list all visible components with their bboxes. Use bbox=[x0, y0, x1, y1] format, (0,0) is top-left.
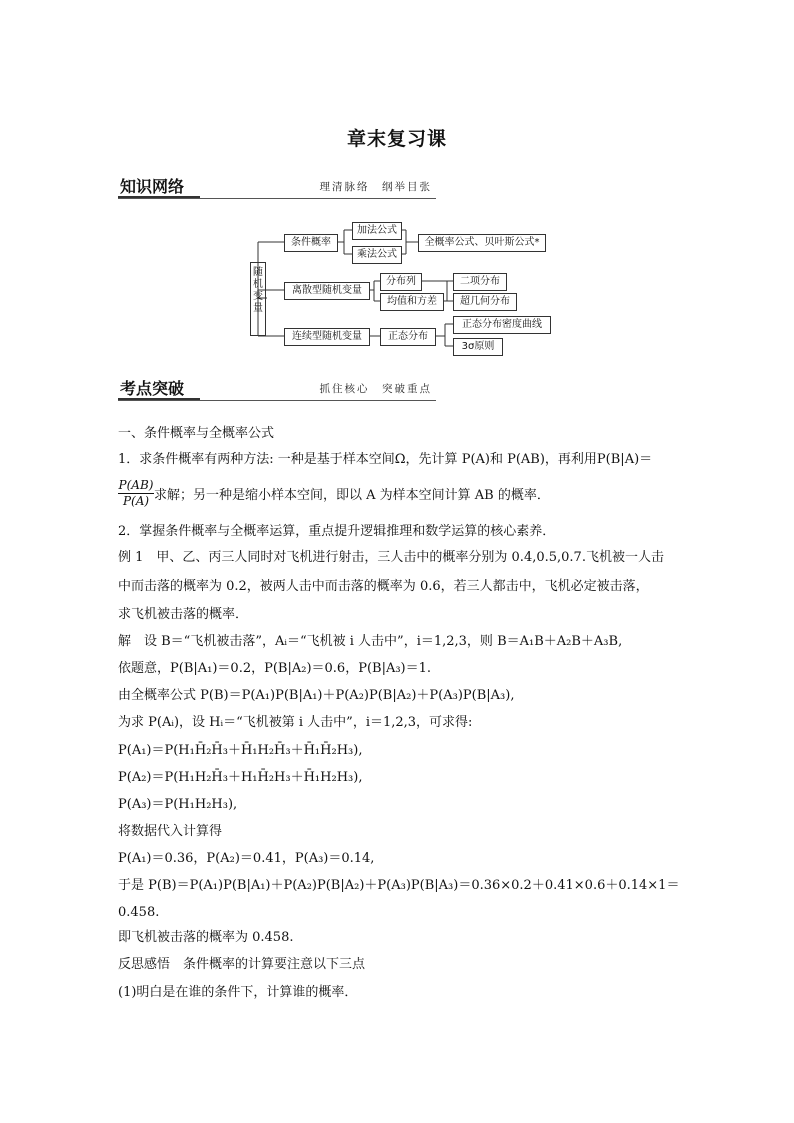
example-line: 中而击落的概率为 0.2，被两人击中而击落的概率为 0.6，若三人都击中，飞机必定被击落， bbox=[118, 579, 649, 594]
fraction-denominator: P(A) bbox=[122, 494, 150, 508]
section-divider bbox=[118, 198, 436, 199]
node-three-sigma-rule: 3σ原则 bbox=[453, 338, 503, 356]
node-discrete-random-variable: 离散型随机变量 bbox=[284, 282, 370, 300]
node-hypergeometric: 超几何分布 bbox=[453, 293, 517, 311]
solution-line: 即飞机被击落的概率为 0.458. bbox=[118, 930, 294, 945]
solution-line: 将数据代入计算得 bbox=[118, 824, 223, 839]
node-total-prob-bayes: 全概率公式、贝叶斯公式* bbox=[418, 234, 546, 252]
solution-line: 解 设 B＝“飞机被击落”，Aᵢ＝“飞机被 i 人击中”，i＝1,2,3，则 B＝A₁B＋A₂B＋A₃B, bbox=[118, 634, 623, 649]
example-line: 求飞机被击落的概率． bbox=[118, 607, 249, 622]
solution-line: P(A₂)＝P(H₁H₂H̄₃＋H₁H̄₂H₃＋H̄₁H₂H₃), bbox=[118, 770, 363, 785]
fraction bbox=[118, 478, 154, 509]
solution-line: P(A₃)＝P(H₁H₂H₃), bbox=[118, 797, 238, 812]
node-multiplication-formula: 乘法公式 bbox=[352, 246, 402, 264]
node-binomial: 二项分布 bbox=[453, 273, 507, 291]
example-line: 例 1 甲、乙、丙三人同时对飞机进行射击，三人击中的概率分别为 0.4,0.5,0.7.飞机被一人击 bbox=[118, 550, 664, 565]
node-normal-distribution: 正态分布 bbox=[380, 328, 436, 346]
solution-line: 0.458. bbox=[118, 905, 160, 920]
solution-line: P(A₁)＝0.36，P(A₂)＝0.41，P(A₃)＝0.14, bbox=[118, 851, 375, 866]
knowledge-diagram bbox=[240, 218, 560, 356]
section-header-network bbox=[118, 174, 436, 200]
reflection-heading: 反思感悟 条件概率的计算要注意以下三点 bbox=[118, 957, 366, 972]
section-heading: 考点突破 bbox=[120, 379, 185, 398]
part-heading: 一、条件概率与全概率公式 bbox=[118, 426, 275, 441]
solution-line: P(A₁)＝P(H₁H̄₂H̄₃＋H̄₁H₂H̄₃＋H̄₁H̄₂H₃), bbox=[118, 743, 363, 758]
node-mean-variance: 均值和方差 bbox=[380, 293, 444, 311]
node-normal-density-curve: 正态分布密度曲线 bbox=[453, 316, 551, 334]
node-distribution: 分布列 bbox=[380, 273, 422, 291]
node-continuous-random-variable: 连续型随机变量 bbox=[284, 328, 370, 346]
solution-line: 为求 P(Aᵢ)，设 Hᵢ＝“飞机被第 i 人击中”，i＝1,2,3，可求得: bbox=[118, 715, 473, 730]
section-subtitle: 理清脉络 纲举目张 bbox=[319, 181, 432, 193]
solution-line: 由全概率公式 P(B)＝P(A₁)P(B|A₁)＋P(A₂)P(B|A₂)＋P(A₃)P(B|A₃), bbox=[118, 688, 515, 703]
solution-line: 依题意，P(B|A₁)＝0.2，P(B|A₂)＝0.6，P(B|A₃)＝1. bbox=[118, 661, 432, 676]
node-conditional-probability: 条件概率 bbox=[284, 234, 338, 252]
section-divider bbox=[118, 400, 436, 401]
reflection-point: (1)明白是在谁的条件下，计算谁的概率． bbox=[118, 985, 358, 1000]
section-subtitle: 抓住核心 突破重点 bbox=[319, 383, 432, 395]
section-header-breakthrough bbox=[118, 376, 436, 402]
diagram-root-random-variable: 随机变量 bbox=[250, 262, 266, 336]
paragraph-line: 2．掌握条件概率与全概率运算，重点提升逻辑推理和数学运算的核心素养． bbox=[118, 524, 556, 539]
page-title: 章末复习课 bbox=[346, 128, 447, 150]
solution-line: 于是 P(B)＝P(A₁)P(B|A₁)＋P(A₂)P(B|A₂)＋P(A₃)P(B|A₃)＝0.36×0.2＋0.41×0.6＋0.14×1＝ bbox=[118, 878, 680, 893]
section-heading: 知识网络 bbox=[120, 177, 185, 196]
node-addition-formula: 加法公式 bbox=[352, 222, 402, 240]
paragraph-line: 1．求条件概率有两种方法: 一种是基于样本空间Ω，先计算 P(A)和 P(AB)，再利用P(B|A)＝ bbox=[118, 452, 653, 467]
fraction-numerator: P(AB) bbox=[118, 478, 154, 492]
paragraph-line: 求解；另一种是缩小样本空间，即以 A 为样本空间计算 AB 的概率． bbox=[154, 488, 550, 503]
